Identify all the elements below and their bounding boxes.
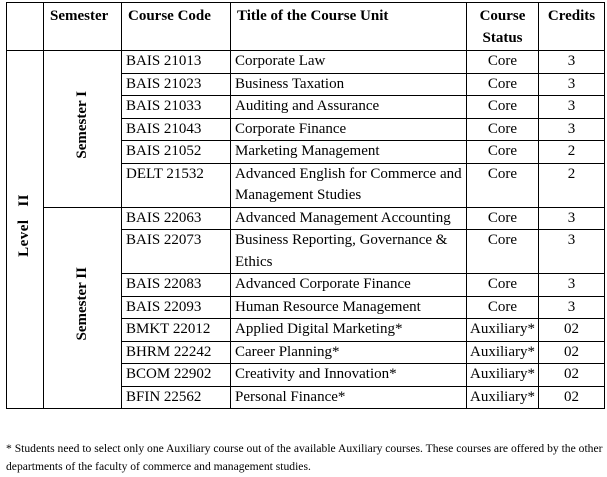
credits-cell: 02 bbox=[539, 364, 605, 387]
course-status-cell: Core bbox=[467, 296, 539, 319]
course-status-cell: Auxiliary* bbox=[467, 319, 539, 342]
course-status-cell: Auxiliary* bbox=[467, 386, 539, 409]
semester-label: Semester II bbox=[73, 267, 90, 341]
table-body bbox=[7, 51, 605, 409]
semester-label: Semester I bbox=[73, 91, 90, 159]
credits-cell: 3 bbox=[539, 51, 605, 74]
credits-cell: 3 bbox=[539, 73, 605, 96]
credits-cell: 2 bbox=[539, 141, 605, 164]
credits-cell: 3 bbox=[539, 296, 605, 319]
course-code-cell: BAIS 22063 bbox=[122, 207, 231, 230]
course-title-cell: Marketing Management bbox=[231, 141, 467, 164]
header-status-line1: Course bbox=[479, 8, 526, 24]
course-title-cell: Business Taxation bbox=[231, 73, 467, 96]
header-status-line2: Status bbox=[482, 29, 523, 46]
header-course-code: Course Code bbox=[122, 3, 231, 51]
course-code-cell: BAIS 21023 bbox=[122, 73, 231, 96]
level-label: Level II bbox=[16, 194, 33, 258]
course-title-cell: Creativity and Innovation* bbox=[231, 364, 467, 387]
course-code-cell: BAIS 21052 bbox=[122, 141, 231, 164]
course-title-cell: Auditing and Assurance bbox=[231, 96, 467, 119]
course-status-cell: Core bbox=[467, 96, 539, 119]
credits-cell: 3 bbox=[539, 207, 605, 230]
course-code-cell: BAIS 21013 bbox=[122, 51, 231, 74]
semester-cell bbox=[44, 207, 122, 409]
level-cell bbox=[7, 51, 44, 409]
course-status-cell: Core bbox=[467, 73, 539, 96]
course-code-cell: BAIS 22073 bbox=[122, 230, 231, 274]
course-title-cell: Career Planning* bbox=[231, 341, 467, 364]
course-status-cell: Core bbox=[467, 118, 539, 141]
course-code-cell: BAIS 21043 bbox=[122, 118, 231, 141]
credits-cell: 02 bbox=[539, 341, 605, 364]
header-level bbox=[7, 3, 44, 51]
credits-cell: 02 bbox=[539, 319, 605, 342]
course-code-cell: BAIS 22083 bbox=[122, 274, 231, 297]
footnote: * Students need to select only one Auxiliary course out of the available Auxiliary courses. These courses are offered by the other departments of the faculty of commerce and management studies. bbox=[6, 442, 603, 473]
course-title-cell: Personal Finance* bbox=[231, 386, 467, 409]
course-status-cell: Core bbox=[467, 230, 539, 274]
course-code-cell: BMKT 22012 bbox=[122, 319, 231, 342]
header-title: Title of the Course Unit bbox=[231, 3, 467, 51]
course-code-cell: BHRM 22242 bbox=[122, 341, 231, 364]
course-code-cell: BAIS 22093 bbox=[122, 296, 231, 319]
table-row bbox=[7, 51, 605, 74]
credits-cell: 2 bbox=[539, 163, 605, 207]
course-code-cell: DELT 21532 bbox=[122, 163, 231, 207]
credits-cell: 02 bbox=[539, 386, 605, 409]
course-title-cell: Advanced English for Commerce and Management Studies bbox=[231, 163, 467, 207]
course-status-cell: Core bbox=[467, 51, 539, 74]
course-title-cell: Advanced Corporate Finance bbox=[231, 274, 467, 297]
header-row bbox=[7, 3, 605, 51]
course-status-cell: Core bbox=[467, 274, 539, 297]
table-row bbox=[7, 207, 605, 230]
course-title-cell: Advanced Management Accounting bbox=[231, 207, 467, 230]
course-status-cell: Core bbox=[467, 207, 539, 230]
course-code-cell: BFIN 22562 bbox=[122, 386, 231, 409]
semester-cell bbox=[44, 51, 122, 208]
course-title-cell: Human Resource Management bbox=[231, 296, 467, 319]
course-status-cell: Auxiliary* bbox=[467, 364, 539, 387]
course-table bbox=[6, 2, 605, 409]
header-credits: Credits bbox=[539, 3, 605, 51]
course-status-cell: Auxiliary* bbox=[467, 341, 539, 364]
credits-cell: 3 bbox=[539, 274, 605, 297]
course-status-cell: Core bbox=[467, 141, 539, 164]
course-code-cell: BCOM 22902 bbox=[122, 364, 231, 387]
course-status-cell: Core bbox=[467, 163, 539, 207]
course-title-cell: Business Reporting, Governance & Ethics bbox=[231, 230, 467, 274]
header-course-status bbox=[467, 3, 539, 51]
course-code-cell: BAIS 21033 bbox=[122, 96, 231, 119]
header-semester: Semester bbox=[44, 3, 122, 51]
course-title-cell: Applied Digital Marketing* bbox=[231, 319, 467, 342]
course-title-cell: Corporate Finance bbox=[231, 118, 467, 141]
credits-cell: 3 bbox=[539, 230, 605, 274]
course-title-cell: Corporate Law bbox=[231, 51, 467, 74]
credits-cell: 3 bbox=[539, 96, 605, 119]
credits-cell: 3 bbox=[539, 118, 605, 141]
